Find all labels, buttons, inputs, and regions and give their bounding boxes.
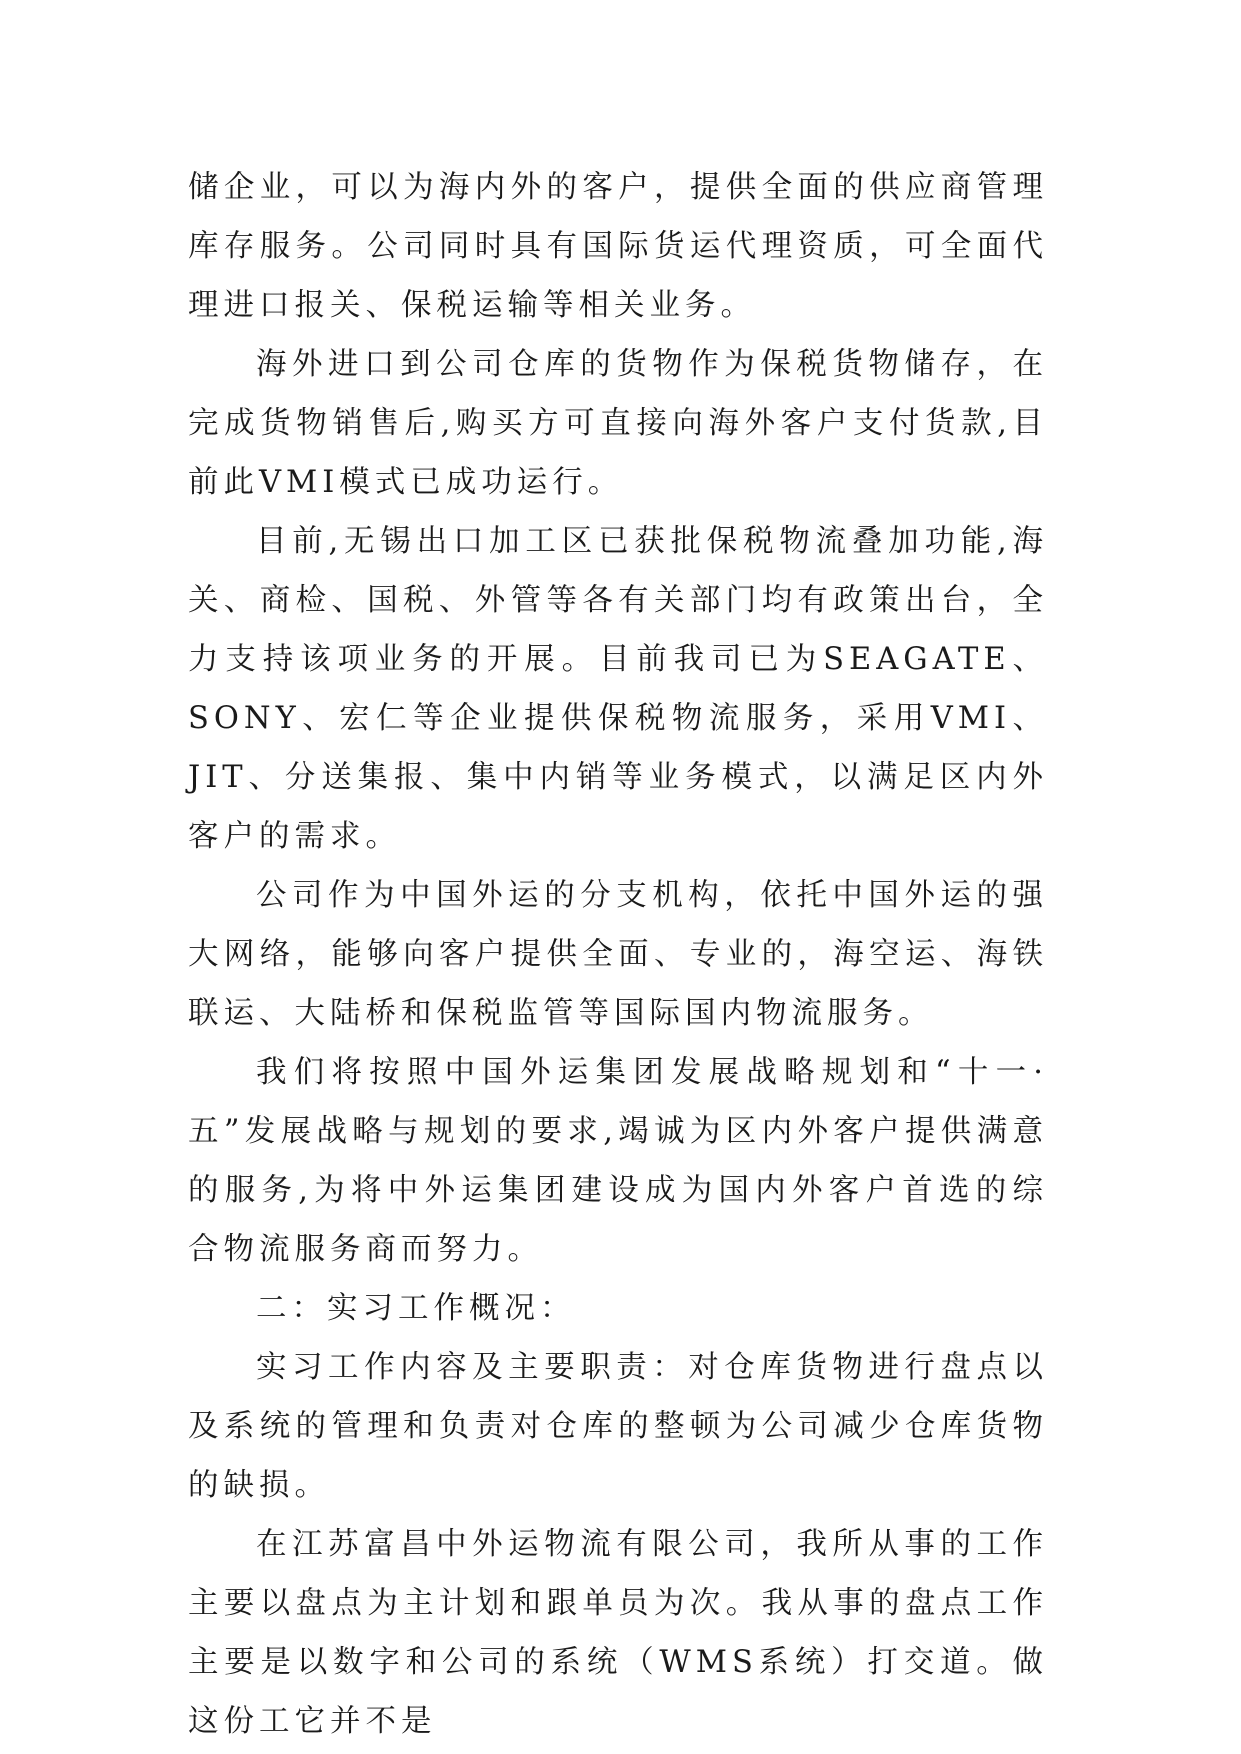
section-heading-internship-overview: 二：实习工作概况： <box>256 1291 576 1326</box>
paragraph-duties: 实习工作内容及主要职责：对仓库货物进行盘点以及系统的管理和负责对仓库的整顿为公司减少仓库货物的缺损。 <box>188 1350 1048 1503</box>
paragraph-work-description: 在江苏富昌中外运物流有限公司，我所从事的工作主要以盘点为主计划和跟单员为次。我从事的盘点工作主要是以数字和公司的系统（WMS系统）打交道。做这份工它并不是 <box>188 1527 1048 1739</box>
paragraph-wuxi-zone: 目前,无锡出口加工区已获批保税物流叠加功能,海关、商检、国税、外管等各有关部门均有政策出台，全力支持该项业务的开展。目前我司已为SEAGATE、SONY、宏仁等企业提供保税物流服务，采用VMI、JIT、分送集报、集中内销等业务模式，以满足区内外客户的需求。 <box>188 524 1048 854</box>
paragraph-strategy: 我们将按照中国外运集团发展战略规划和“十一·五”发展战略与规划的要求,竭诚为区内外客户提供满意的服务,为将中外运集团建设成为国内外客户首选的综合物流服务商而努力。 <box>188 1055 1048 1267</box>
paragraph-sinotrans-branch: 公司作为中国外运的分支机构，依托中国外运的强大网络，能够向客户提供全面、专业的，海空运、海铁联运、大陆桥和保税监管等国际国内物流服务。 <box>188 878 1048 1031</box>
paragraph-bonded-import: 海外进口到公司仓库的货物作为保税货物储存，在完成货物销售后,购买方可直接向海外客户支付货款,目前此VMI模式已成功运行。 <box>188 347 1048 500</box>
document-body <box>188 158 1048 1751</box>
paragraph-continuation: 储企业，可以为海内外的客户，提供全面的供应商管理库存服务。公司同时具有国际货运代理资质，可全面代理进口报关、保税运输等相关业务。 <box>188 170 1048 323</box>
